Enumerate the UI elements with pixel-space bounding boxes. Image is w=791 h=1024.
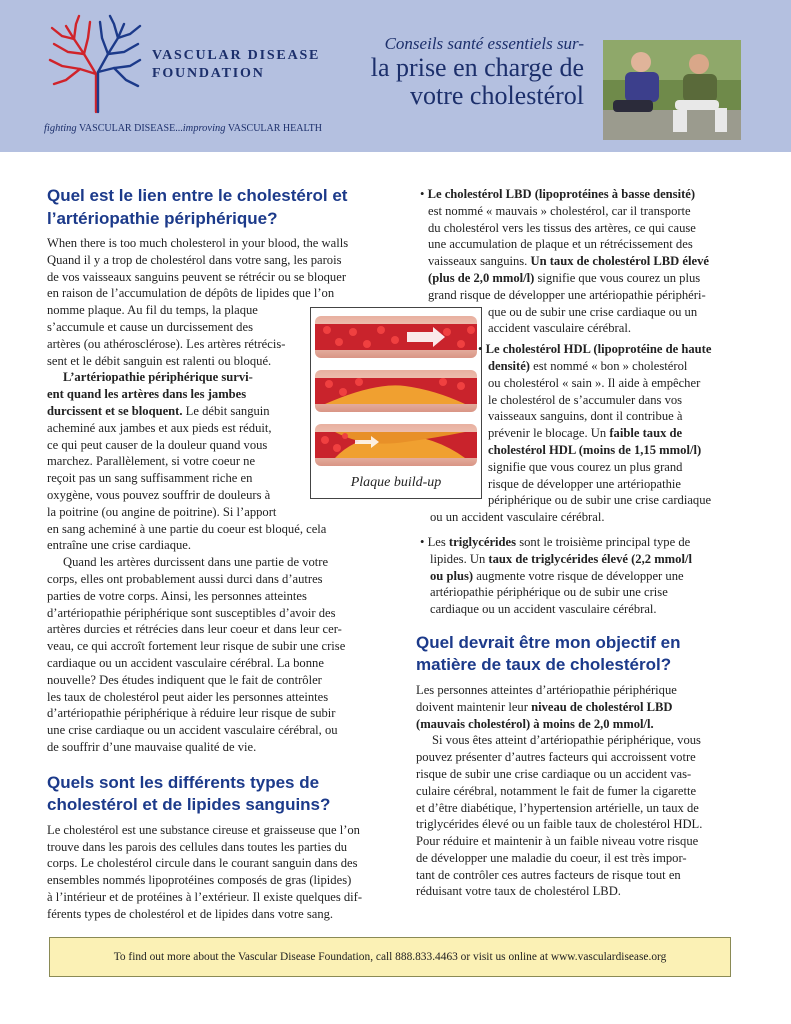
section1-line: de souffrir d’une mauvaise qualité de vie. <box>47 739 257 754</box>
section1-line: artères (ou athérosclérose). Les artères rétrécis- <box>47 336 286 351</box>
hdl-line <box>416 341 746 358</box>
tagline-part4: VASCULAR HEALTH <box>225 123 322 134</box>
section3-line: pouvez présenter d’autres facteurs qui accroissent votre <box>416 750 696 765</box>
hdl-line <box>416 425 746 442</box>
section1-line: marchez. Parallèlement, si votre coeur ne <box>47 454 256 469</box>
ldl-line: du cholestérol vers les tissus des artères, ce qui cause <box>428 220 696 235</box>
section1-line: When there is too much cholesterol in your blood, the walls <box>47 236 349 250</box>
section1-heading-line1: Quel est le lien entre le cholestérol et <box>47 186 348 205</box>
hdl-l6b: faible taux de <box>609 426 683 441</box>
hdl-b2: densité) <box>488 358 530 373</box>
ldl-l5a: (plus de 2,0 mmol/l) <box>428 270 535 285</box>
hdl-line: signifie que vous courez un plus grand <box>488 459 683 474</box>
vascular-tree-logo <box>44 14 144 114</box>
section2-line: ensembles nommés lipoprotéines composés de gras (lipides) <box>47 873 352 888</box>
trig-line <box>416 534 746 551</box>
section3-heading-line1: Quel devrait être mon objectif en <box>416 632 681 652</box>
section3-l2a: doivent maintenir leur <box>416 699 532 714</box>
section3-line: triglycérides élevé ou un faible taux de cholestérol HDL. <box>416 817 703 832</box>
section1-line: oxygène, vous pouvez souffrir de douleurs à <box>47 487 271 502</box>
hdl-l2: est nommé « bon » cholestérol <box>529 358 688 373</box>
tagline-part2: VASCULAR DISEASE... <box>76 123 183 134</box>
hdl-line: vaisseaux sanguins, dont il contribue à <box>488 409 683 424</box>
trig-l2b: taux de triglycérides élevé (2,2 mmol/l <box>488 551 692 566</box>
trig-line <box>416 568 746 585</box>
tagline-part1: fighting <box>44 123 77 134</box>
tagline-part3: improving <box>182 123 226 134</box>
section3-heading-line2: matière de taux de cholestérol? <box>416 655 672 675</box>
section2-line: corps. Le cholestérol circule dans le courant sanguin dans des <box>47 856 358 871</box>
pad-rest-3: Le débit sanguin <box>182 403 270 418</box>
trig-l1a: Les <box>427 534 449 549</box>
trig-l3b: augmente votre risque de développer une <box>473 568 684 583</box>
section1-heading-line2: l’artériopathie périphérique? <box>47 208 278 228</box>
ldl-title: Le cholestérol LBD (lipoprotéines à basse densité) <box>427 187 696 201</box>
section3-line <box>416 716 746 733</box>
org-name-line1: VASCULAR DISEASE <box>152 48 321 63</box>
section3-l2b: niveau de cholestérol LBD <box>531 699 673 714</box>
section1-line: d’artériopathie périphérique sont susceptibles d’avoir des <box>47 605 336 620</box>
section1-line: reçoit pas un sang suffisamment riche en <box>47 471 253 486</box>
section2-heading <box>47 772 392 817</box>
section2-line: à l’intérieur et de protéines à l’extérieur. Il existe quelques dif- <box>47 889 363 904</box>
section3-line: réduisant votre taux de cholestérol LBD. <box>416 884 621 899</box>
trig-line: cardiaque ou un accident vasculaire cérébral. <box>430 602 657 617</box>
section1-line: une crise cardiaque ou un accident vasculaire cérébral, ou <box>47 723 338 738</box>
ldl-line: grand risque de développer une artériopathie périphéri- <box>428 287 706 302</box>
section3-line: Pour réduire et maintenir à un faible niveau votre risque <box>416 834 699 849</box>
section1-line: veau, ce qui accroît fortement leur risque de subir une crise <box>47 639 346 654</box>
ldl-line <box>416 186 746 203</box>
section1-line: cardiaque ou un accident vasculaire cérébral. La bonne <box>47 655 324 670</box>
section1-line: parties de votre corps. Ainsi, les personnes atteintes <box>47 588 307 603</box>
hdl-line: périphérique ou de subir une crise cardiaque <box>488 493 712 508</box>
section1-line: ce qui peut causer de la douleur quand vous <box>47 437 268 452</box>
trig-line <box>416 551 746 568</box>
bullet: • <box>420 534 428 549</box>
organization-name <box>152 47 320 83</box>
header-banner <box>0 0 791 152</box>
page-subtitle: Conseils santé essentiels sur- <box>384 34 584 53</box>
hdl-line <box>416 442 746 459</box>
seniors-photo <box>603 40 741 140</box>
section1-line: Quand il y a trop de cholestérol dans votre sang, les parois <box>47 252 342 267</box>
pad-bold-1: L’artériopathie périphérique survi- <box>63 370 253 385</box>
bullet: • <box>420 187 428 201</box>
ldl-line: accident vasculaire cérébral. <box>488 321 631 336</box>
hdl-line: ou un accident vasculaire cérébral. <box>430 510 605 525</box>
section2-line: trouve dans les parois des cellules dans toutes les parties du <box>47 839 348 854</box>
section3-line: culaire cérébral, notamment le fait de fumer la cigarette <box>416 783 697 798</box>
section1-line: artères durcies et rétrécies dans leur coeur et dans leur cer- <box>47 622 342 637</box>
section1-line: acheminé aux jambes et aux pieds est réduit, <box>47 420 272 435</box>
ldl-l4a: vaisseaux sanguins. <box>428 254 531 269</box>
section1-line: Quand les artères durcissent dans une partie de votre <box>63 555 329 570</box>
section3-line: risque de subir une crise cardiaque ou un accident vas- <box>416 766 692 781</box>
section2-heading-line1: Quels sont les différents types de <box>47 772 320 792</box>
section1-line: de vos vaisseaux sanguins peuvent se rétrécir ou se bloquer <box>47 269 347 284</box>
hdl-line <box>416 358 746 375</box>
pad-bold-2: ent quand les artères dans les jambes <box>47 387 247 402</box>
section1-line: sent et le débit sanguin est ralenti ou bloqué. <box>47 353 272 368</box>
section1-line: les taux de cholestérol peut aider les personnes atteintes <box>47 689 329 704</box>
section2-heading-line2: cholestérol et de lipides sanguins? <box>47 795 331 815</box>
pad-bold-3: durcissent et se bloquent. <box>47 403 183 418</box>
left-column <box>47 185 392 922</box>
tagline <box>44 123 322 134</box>
bullet: • <box>478 342 486 357</box>
trig-l1c: sont le troisième principal type de <box>516 534 691 549</box>
section3-line: Si vous êtes atteint d’artériopathie périphérique, vous <box>432 733 701 748</box>
org-name-line2: FOUNDATION <box>152 66 265 81</box>
section1-line: s’accumule et cause un durcissement des <box>47 319 253 334</box>
section1-line: en sang acheminé à une partie du coeur est bloqué, cela <box>47 521 327 536</box>
trig-line: artériopathie périphérique ou de subir une crise <box>430 585 668 600</box>
trig-l3a: ou plus) <box>430 568 474 583</box>
hdl-line: ou cholestérol « sain ». Il aide à empêcher <box>488 375 701 390</box>
section1-line: entraîne une crise cardiaque. <box>47 538 192 553</box>
section1-line: d’artériopathie périphérique à réduire leur risque de subir <box>47 706 336 721</box>
footer-text: To find out more about the Vascular Disease Foundation, call 888.833.4463 or visit us online at www.vasculardisease.org <box>113 951 667 963</box>
ldl-line: une accumulation de plaque et un rétrécissement des <box>428 237 693 252</box>
ldl-line <box>416 253 746 270</box>
figure-caption: Plaque build-up <box>350 475 442 490</box>
section1-line: nomme plaque. Au fil du temps, la plaque <box>47 303 258 318</box>
page-title <box>371 34 584 110</box>
section3-heading <box>416 632 746 677</box>
hdl-b1: Le cholestérol HDL (lipoprotéine de haute <box>485 342 712 357</box>
page-title-line1: la prise en charge de <box>370 53 584 82</box>
section3-line: tant de contrôler ces autres facteurs de risque tout en <box>416 867 681 882</box>
ldl-line: est nommé « mauvais » cholestérol, car il transporte <box>428 203 691 218</box>
ldl-line <box>416 270 746 287</box>
ldl-line: que ou de subir une crise cardiaque ou un <box>488 304 698 319</box>
section3-line <box>416 699 746 716</box>
hdl-line: le cholestérol de s’accumuler dans vos <box>488 392 683 407</box>
ldl-l4b: Un taux de cholestérol LBD élevé <box>530 254 709 269</box>
section1-line: en raison de l’accumulation de dépôts de lipides que l’on <box>47 286 335 301</box>
section2-line: férents types de cholestérol et de lipides dans votre sang. <box>47 906 334 921</box>
section1-line: la poitrine (ou angine de poitrine). Si l’apport <box>47 504 277 519</box>
hdl-line: risque de développer une artériopathie <box>488 476 682 491</box>
right-column <box>416 186 746 900</box>
section3-line: et d’être diabétique, l’hypertension artérielle, un taux de <box>416 800 699 815</box>
section1-line: corps, elles ont probablement aussi durci dans d’autres <box>47 571 323 586</box>
hdl-l7: cholestérol HDL (moins de 1,15 mmol/l) <box>488 442 702 457</box>
footer-contact-box <box>49 937 731 977</box>
trig-l2a: lipides. Un <box>430 551 489 566</box>
hdl-l6a: prévenir le blocage. Un <box>488 426 610 441</box>
section1-heading <box>47 185 392 230</box>
section2-line: Le cholestérol est une substance cireuse et graisseuse que l’on <box>47 822 360 837</box>
section3-l3: (mauvais cholestérol) à moins de 2,0 mmol/l. <box>416 716 654 731</box>
ldl-l5b: signifie que vous courez un plus <box>534 270 701 285</box>
section3-line: Les personnes atteintes d’artériopathie périphérique <box>416 682 677 697</box>
page-title-line2: votre cholestérol <box>410 81 584 110</box>
section1-line: nouvelle? Des études indiquent que le fait de contrôler <box>47 672 322 687</box>
section3-line: de développer une maladie du coeur, il est très impor- <box>416 850 687 865</box>
trig-l1b: triglycérides <box>448 534 517 549</box>
